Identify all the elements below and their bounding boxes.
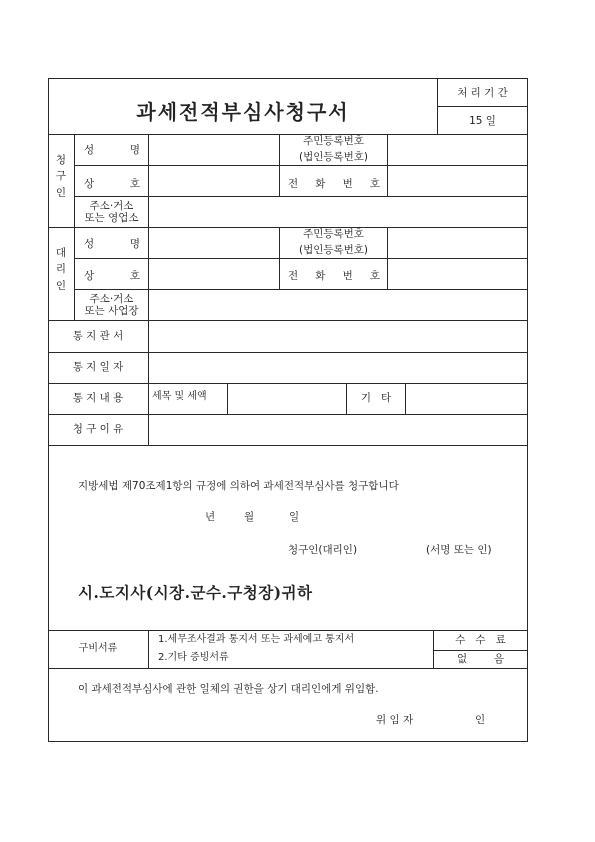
agent-trade-label <box>84 268 140 283</box>
claimant-address-field[interactable] <box>149 197 527 227</box>
claimant-id-label <box>280 135 387 163</box>
claimant-trade-field[interactable] <box>149 166 279 196</box>
claimant-trade-label <box>84 176 140 191</box>
other-label: 기 타 <box>360 392 392 404</box>
claimant-phone-field[interactable] <box>388 166 527 196</box>
claimant-name-label <box>84 142 140 157</box>
notice-content-label: 통 지 내 용 <box>72 392 124 404</box>
reason-label: 청 구 이 유 <box>72 423 124 435</box>
agent-trade-char-1: 상 <box>84 270 95 282</box>
claimant-id-label-line1: 주민등록번호 <box>303 135 364 147</box>
agent-address-label-line2: 또는 사업장 <box>84 305 139 318</box>
claimant-id-field[interactable] <box>388 135 527 165</box>
claimant-address-label <box>75 200 148 224</box>
date-year-label: 년 <box>205 511 216 523</box>
claimant-phone-char-3: 번 <box>342 178 353 190</box>
agent-phone-char-4: 호 <box>369 270 380 282</box>
delegation-statement: 이 과세전적부심사에 관한 일체의 권한을 상기 대리인에게 위임함. <box>78 683 379 695</box>
reason-field[interactable] <box>149 415 527 445</box>
agent-phone-char-2: 화 <box>315 270 326 282</box>
date-month-label: 월 <box>244 511 255 523</box>
date-day-label: 일 <box>289 511 300 523</box>
claimant-trade-char-1: 상 <box>84 178 95 190</box>
notice-date-label: 통 지 일 자 <box>72 361 124 373</box>
delegator-label: 위 임 자 <box>376 714 414 726</box>
documents-item-1: 1.세무조사결과 통지서 또는 과세예고 통지서 <box>158 634 355 645</box>
agent-address-field[interactable] <box>149 290 527 320</box>
form-title: 과세전적부심사청구서 <box>136 100 350 124</box>
claimant-id-label-line2: (법인등록번호) <box>298 150 369 163</box>
claimant-name-field[interactable] <box>149 135 279 165</box>
agent-name-label <box>84 236 140 251</box>
tax-item-field[interactable] <box>228 384 346 414</box>
request-statement: 지방세법 제70조제1항의 규정에 의하여 과세전적부심사를 청구합니다 <box>78 480 399 492</box>
notice-office-field[interactable] <box>149 321 527 352</box>
notice-date-field[interactable] <box>149 353 527 383</box>
agent-name-char-2: 명 <box>129 238 140 250</box>
processing-period-label: 처 리 기 간 <box>457 87 508 99</box>
documents-label: 구비서류 <box>78 643 118 654</box>
claimant-phone-char-2: 화 <box>315 178 326 190</box>
agent-section-text: 대 리 인 <box>55 247 67 292</box>
addressee: 시.도지사(시장.군수.구청장)귀하 <box>78 583 313 602</box>
claimant-signature-label: 청구인(대리인) <box>288 544 358 556</box>
delegator-seal-mark: 인 <box>475 714 486 726</box>
claimant-trade-char-2: 호 <box>129 178 140 190</box>
claimant-address-label-line2: 또는 영업소 <box>84 212 139 225</box>
notice-office-label: 통 지 관 서 <box>72 330 124 342</box>
agent-name-char-1: 성 <box>84 238 95 250</box>
signature-note: (서명 또는 인) <box>426 544 492 556</box>
claimant-phone-label <box>288 176 380 191</box>
processing-period-value: 15 일 <box>469 115 496 127</box>
claimant-name-char-1: 성 <box>84 144 95 156</box>
claimant-name-char-2: 명 <box>129 144 140 156</box>
agent-phone-char-3: 번 <box>342 270 353 282</box>
agent-phone-label <box>288 268 380 283</box>
agent-name-field[interactable] <box>149 228 279 258</box>
claimant-section-text: 청 구 인 <box>55 154 67 199</box>
tax-item-label: 세목 및 세액 <box>152 391 207 402</box>
agent-phone-char-1: 전 <box>288 270 299 282</box>
claimant-phone-char-1: 전 <box>288 178 299 190</box>
date-line <box>0 512 595 526</box>
agent-address-label <box>75 293 148 317</box>
agent-trade-char-2: 호 <box>129 270 140 282</box>
agent-trade-field[interactable] <box>149 259 279 289</box>
agent-id-label <box>280 228 387 256</box>
claimant-phone-char-4: 호 <box>369 178 380 190</box>
documents-item-2: 2.기타 증빙서류 <box>158 652 229 663</box>
agent-section-label <box>52 245 70 294</box>
agent-id-label-line1: 주민등록번호 <box>303 228 364 240</box>
fee-label: 수 수 료 <box>455 634 506 646</box>
agent-id-label-line2: (법인등록번호) <box>298 243 369 256</box>
fee-value: 없 음 <box>457 653 504 665</box>
other-field[interactable] <box>406 384 527 414</box>
claimant-address-label-line1: 주소·거소 <box>89 200 134 212</box>
agent-id-field[interactable] <box>388 228 527 258</box>
agent-address-label-line1: 주소·거소 <box>89 293 134 305</box>
agent-phone-field[interactable] <box>388 259 527 289</box>
claimant-section-label <box>52 152 70 201</box>
